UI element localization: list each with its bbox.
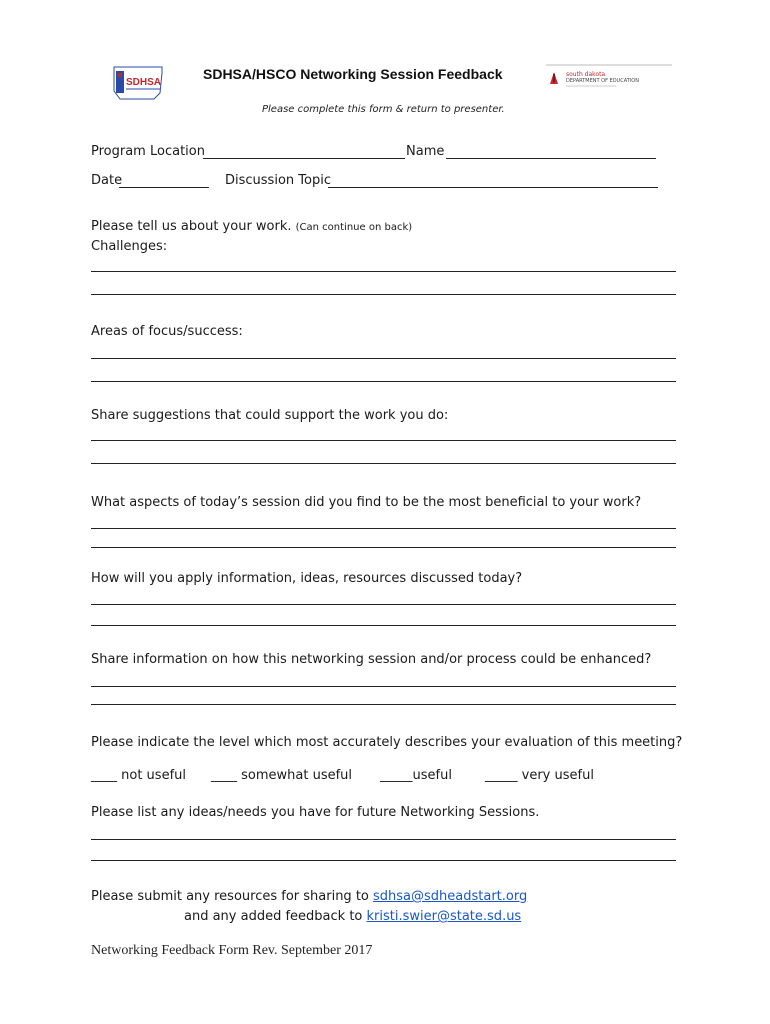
- future-line-2[interactable]: [91, 860, 676, 861]
- sd-education-logo: [546, 64, 672, 90]
- sd-logo-text: south dakota: [566, 71, 606, 78]
- suggestions-line-1[interactable]: [91, 440, 676, 441]
- program-location-label: Program Location: [91, 144, 205, 159]
- discussion-topic-field[interactable]: [328, 187, 658, 188]
- work-prompt-text: Please tell us about your work.: [91, 219, 292, 234]
- enhanced-line-2[interactable]: [91, 704, 676, 705]
- rating-not-useful[interactable]: [91, 768, 186, 783]
- rating-very-useful-blank[interactable]: _____: [485, 768, 518, 783]
- focus-label: Areas of focus/success:: [91, 324, 243, 339]
- enhanced-line-1[interactable]: [91, 686, 676, 687]
- beneficial-line-2[interactable]: [91, 547, 676, 548]
- sdhsa-logo-text: SDHSA: [126, 77, 162, 88]
- work-prompt-note: (Can continue on back): [295, 222, 413, 233]
- evaluation-label: Please indicate the level which most accurately describes your evaluation of this meeting?: [91, 735, 683, 750]
- sdhsa-email-link[interactable]: sdhsa@sdheadstart.org: [373, 889, 528, 904]
- rating-very-useful-label: very useful: [517, 768, 594, 783]
- submit-line-1-prefix: Please submit any resources for sharing to: [91, 889, 374, 904]
- submit-line-2-prefix: and any added feedback to: [184, 909, 367, 924]
- challenges-label: Challenges:: [91, 239, 168, 254]
- rating-somewhat-useful-label: somewhat useful: [237, 768, 353, 783]
- rating-somewhat-useful[interactable]: [211, 768, 352, 783]
- page-subtitle: Please complete this form & return to presenter.: [262, 104, 505, 115]
- challenges-line-1[interactable]: [91, 271, 676, 272]
- rating-not-useful-label: not useful: [117, 768, 186, 783]
- sdhsa-logo: [110, 63, 166, 103]
- apply-line-2[interactable]: [91, 625, 676, 626]
- page-title: SDHSA/HSCO Networking Session Feedback: [203, 66, 503, 82]
- rating-somewhat-useful-blank[interactable]: ____: [211, 768, 237, 783]
- footer-revision: Networking Feedback Form Rev. September 2017: [91, 943, 373, 958]
- name-label: Name: [406, 144, 445, 159]
- sd-logo-subtext: DEPARTMENT OF EDUCATION: [566, 78, 639, 84]
- date-field[interactable]: [119, 187, 209, 188]
- rating-useful-blank[interactable]: _____: [380, 768, 413, 783]
- submit-line-1: [91, 889, 527, 904]
- beneficial-label: What aspects of today’s session did you find to be the most beneficial to your work?: [91, 495, 642, 510]
- sd-education-logo-icon: [546, 64, 672, 90]
- name-field[interactable]: [446, 158, 656, 159]
- apply-line-1[interactable]: [91, 604, 676, 605]
- focus-line-2[interactable]: [91, 381, 676, 382]
- rating-not-useful-blank[interactable]: ____: [91, 768, 117, 783]
- program-location-field[interactable]: [203, 158, 405, 159]
- suggestions-line-2[interactable]: [91, 463, 676, 464]
- beneficial-line-1[interactable]: [91, 528, 676, 529]
- kristi-email-link[interactable]: kristi.swier@state.sd.us: [366, 909, 522, 924]
- rating-useful[interactable]: [380, 768, 452, 783]
- suggestions-label: Share suggestions that could support the work you do:: [91, 408, 449, 423]
- future-label: Please list any ideas/needs you have for future Networking Sessions.: [91, 805, 540, 820]
- future-line-1[interactable]: [91, 839, 676, 840]
- apply-label: How will you apply information, ideas, resources discussed today?: [91, 571, 523, 586]
- date-label: Date: [91, 173, 123, 188]
- rating-useful-label: useful: [412, 768, 452, 783]
- challenges-line-2[interactable]: [91, 294, 676, 295]
- focus-line-1[interactable]: [91, 358, 676, 359]
- work-prompt: [91, 219, 412, 234]
- enhanced-label: Share information on how this networking session and/or process could be enhanced?: [91, 652, 652, 667]
- submit-line-2: [184, 909, 521, 924]
- discussion-topic-label: Discussion Topic: [225, 173, 331, 188]
- sdhsa-logo-icon: [110, 63, 166, 103]
- rating-very-useful[interactable]: [485, 768, 594, 783]
